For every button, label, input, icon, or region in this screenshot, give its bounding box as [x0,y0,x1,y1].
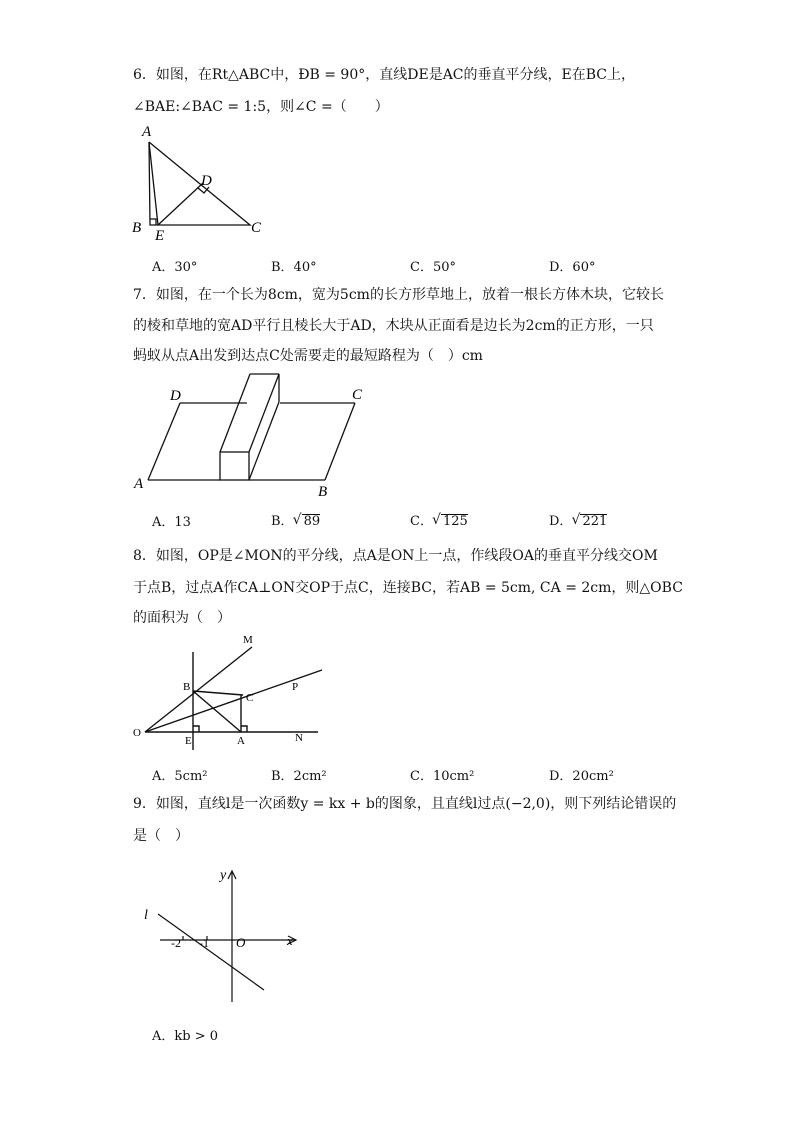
q8-option-d[interactable]: D．20cm² [549,769,614,784]
q6-triangle-figure [128,122,268,244]
q6-label-a: A [142,124,152,140]
q7-stem-line1: 7．如图，在一个长为8cm，宽为5cm的长方形草地上，放着一根长方体木块，它较长 [133,287,664,303]
q8-label-c: C [246,692,254,704]
q9-label-origin: O [236,935,246,950]
q8-label-e: E [185,735,192,747]
q9-coordinate-figure [140,866,310,1006]
q7-block-figure [130,372,370,498]
q7-option-c-sqrt: √ 125 [441,514,468,529]
q6-option-b[interactable]: B．40° [271,260,317,275]
q6-label-c: C [251,220,262,236]
q8-option-a[interactable]: A．5cm² [152,769,208,784]
q6-label-d: D [201,173,212,189]
q7-stem-line3: 蚂蚁从点A出发到达点C处需要走的最短路程为（ ）cm [133,348,483,364]
q8-stem-line2: 于点B，过点A作CA⊥ON交OP于点C，连接BC，若AB = 5cm, CA = 2cm，则△OBC [133,580,683,596]
q7-label-d: D [170,388,181,404]
q8-label-o: O [133,727,141,739]
q7-option-d[interactable]: D．√ 221 [549,510,607,529]
q8-label-n: N [295,732,303,744]
q9-tick-minus2: -2 [171,936,181,950]
q6-option-c[interactable]: C．50° [410,260,456,275]
q9-stem-line1: 9．如图，直线l是一次函数y = kx + b的图象，且直线l过点(−2,0)，则下列结论错误的 [133,796,677,812]
q7-label-b: B [318,484,328,500]
q7-option-c[interactable]: C．√ 125 [410,510,468,529]
q6-stem-line1: 6．如图，在Rt△ABC中，ÐB = 90°，直线DE是AC的垂直平分线，E在BC上， [133,67,635,83]
q7-label-a: A [134,476,144,492]
q6-option-a[interactable]: A．30° [152,260,198,275]
q8-label-p: P [292,681,299,693]
q7-option-b[interactable]: B．√ 89 [271,510,320,529]
q9-tick-minus1: -1 [199,936,209,950]
q7-option-b-sqrt: √ 89 [302,514,321,529]
q9-label-l: l [144,908,148,923]
q8-label-a: A [237,735,245,747]
q9-label-y: y [220,868,227,883]
q9-label-x: x [287,933,293,948]
q6-label-b: B [132,220,142,236]
q8-option-b[interactable]: B．2cm² [271,769,327,784]
q7-stem-line2: 的棱和草地的宽AD平行且棱长大于AD，木块从正面看是边长为2cm的正方形，一只 [133,318,654,334]
q8-label-b: B [183,681,191,693]
q6-stem-line2: ∠BAE:∠BAC = 1:5，则∠C =（ ） [133,99,389,115]
q8-bisector-figure [130,632,330,754]
q9-option-a[interactable]: A．kb > 0 [152,1029,219,1044]
q8-stem-line3: 的面积为（ ） [133,610,231,626]
q6-label-e: E [155,228,165,244]
q8-label-m: M [243,634,253,646]
q7-option-d-sqrt: √ 221 [580,514,607,529]
q7-label-c: C [352,387,363,403]
q9-stem-line2: 是（ ） [133,828,189,844]
q7-option-a[interactable]: A．13 [152,515,191,530]
q6-option-d[interactable]: D．60° [549,260,596,275]
q8-option-c[interactable]: C．10cm² [410,769,475,784]
q8-stem-line1: 8．如图，OP是∠MON的平分线，点A是ON上一点，作线段OA的垂直平分线交OM [133,548,658,564]
